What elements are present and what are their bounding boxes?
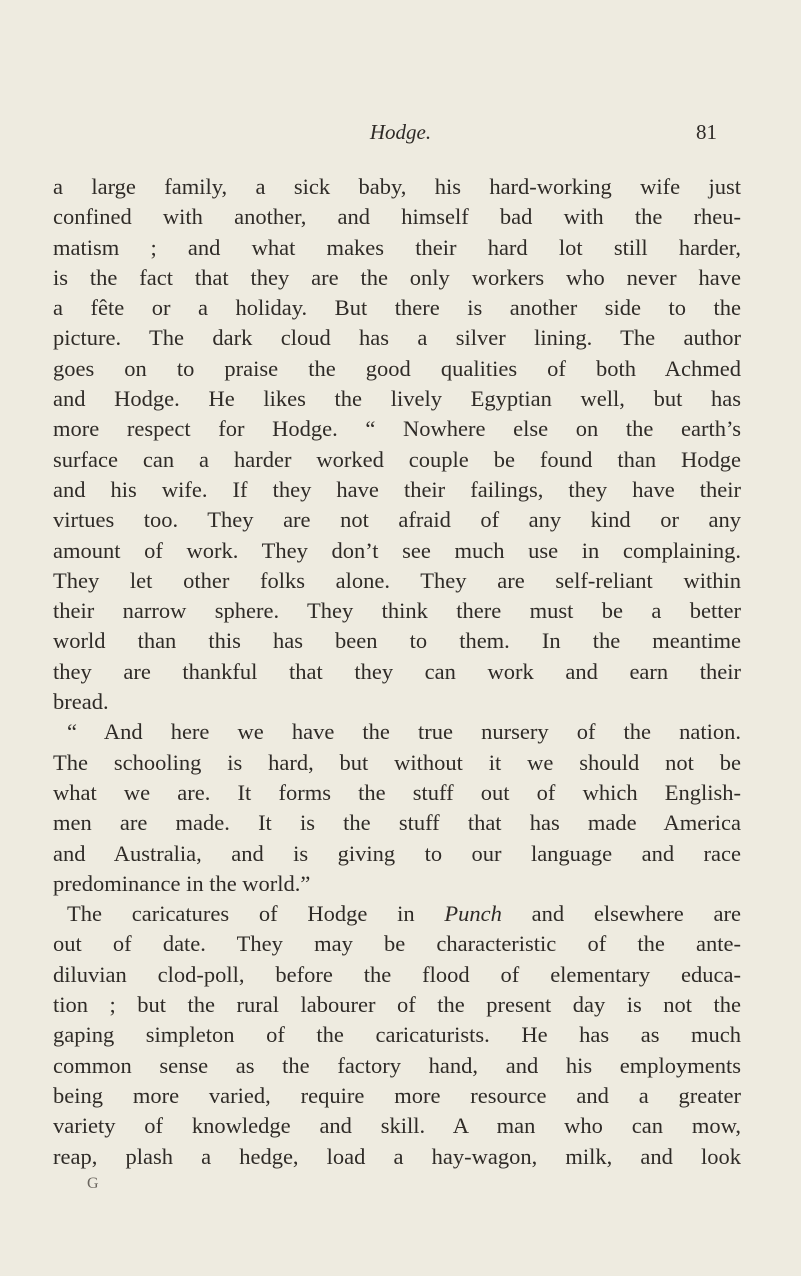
text-line: men are made. It is the stuff that has made America	[53, 810, 741, 836]
text-line: diluvian clod-poll, before the flood of elementary educa-	[53, 961, 741, 987]
text-line: virtues too. They are not afraid of any kind or any	[53, 507, 741, 533]
text-line: surface can a harder worked couple be found than Hodge	[53, 446, 741, 472]
text-line-paragraph-end: bread.	[53, 689, 109, 715]
running-title: Hodge.	[369, 120, 432, 144]
page-number: 81	[696, 120, 717, 144]
italic-title-punch: Punch	[444, 901, 502, 927]
text-line: tion ; but the rural labourer of the present day is not the	[53, 992, 741, 1018]
text-line: being more varied, require more resource and a greater	[53, 1082, 741, 1108]
text-line: world than this has been to them. In the meantime	[53, 628, 741, 654]
body-text	[53, 172, 741, 1172]
text-line: a large family, a sick baby, his hard-working wife just	[53, 174, 741, 199]
text-line: The schooling is hard, but without it we should not be	[53, 749, 741, 775]
text-line: more respect for Hodge. “ Nowhere else on the earth’s	[53, 416, 741, 442]
signature-mark: G	[87, 1175, 99, 1192]
text-line: and his wife. If they have their failings, they have their	[53, 476, 741, 502]
text-segment: The caricatures of Hodge in	[67, 901, 445, 927]
text-line-paragraph-start: “ And here we have the true nursery of the nation.	[67, 719, 741, 745]
text-line: amount of work. They don’t see much use in complaining.	[53, 537, 741, 563]
text-line: picture. The dark cloud has a silver lining. The author	[53, 325, 741, 351]
text-line: what we are. It forms the stuff out of which English-	[53, 779, 741, 805]
text-line: confined with another, and himself bad with the rheu-	[53, 204, 741, 230]
text-line: They let other folks alone. They are self-reliant within	[53, 567, 741, 593]
text-line: goes on to praise the good qualities of both Achmed	[53, 355, 741, 381]
running-header	[0, 120, 801, 150]
text-line-paragraph-end: predominance in the world.”	[53, 870, 311, 896]
text-line: and Hodge. He likes the lively Egyptian well, but has	[53, 386, 741, 412]
text-line: common sense as the factory hand, and his employments	[53, 1052, 741, 1078]
text-line: they are thankful that they can work and earn their	[53, 658, 741, 684]
text-line: is the fact that they are the only workers who never have	[53, 264, 741, 290]
text-line: their narrow sphere. They think there must be a better	[53, 598, 741, 624]
text-segment: and elsewhere are	[501, 901, 741, 927]
text-line: out of date. They may be characteristic of the ante-	[53, 931, 741, 957]
text-line: gaping simpleton of the caricaturists. He has as much	[53, 1022, 741, 1048]
text-line: reap, plash a hedge, load a hay-wagon, milk, and look	[53, 1143, 741, 1169]
text-line: and Australia, and is giving to our language and race	[53, 840, 741, 866]
text-line: a fête or a holiday. But there is another side to the	[53, 295, 741, 321]
text-line: matism ; and what makes their hard lot still harder,	[53, 234, 741, 260]
text-line: variety of knowledge and skill. A man who can mow,	[53, 1113, 741, 1139]
text-line-paragraph-start	[53, 899, 741, 929]
